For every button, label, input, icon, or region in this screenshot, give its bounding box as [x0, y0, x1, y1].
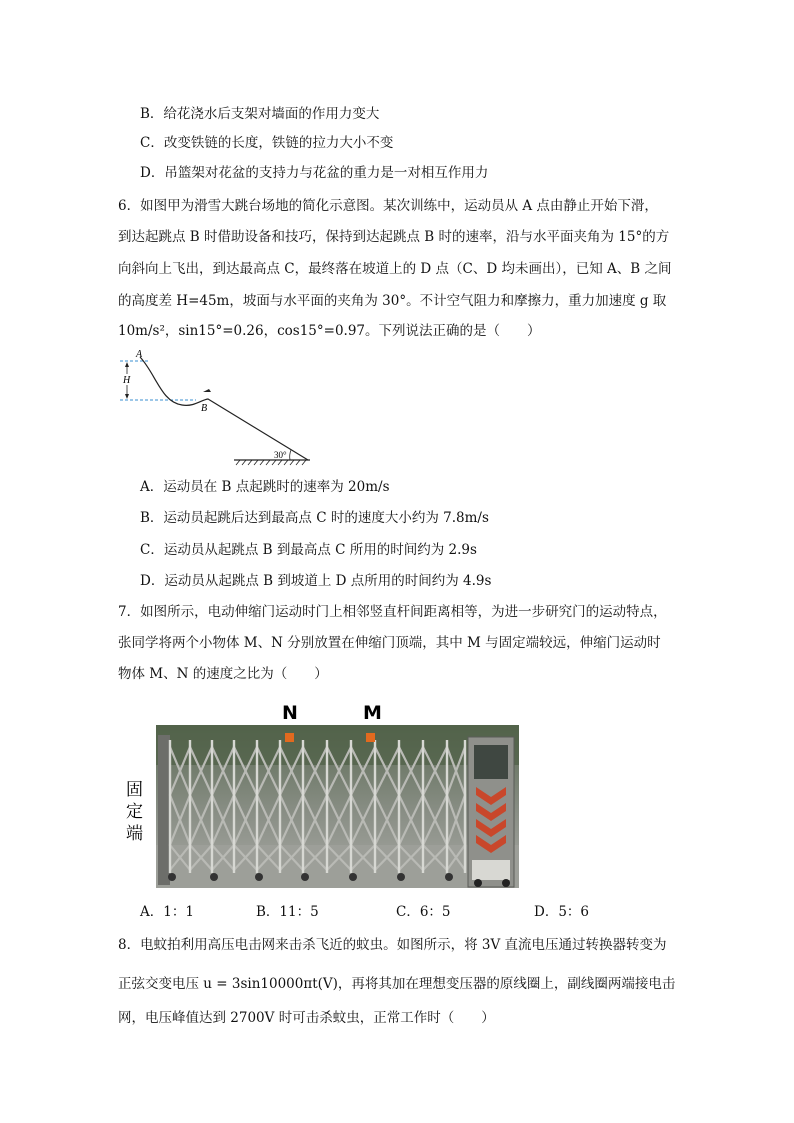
object-n-marker	[285, 733, 294, 742]
q5-option-d: D．吊篮架对花盆的支持力与花盆的重力是一对相互作用力	[140, 165, 489, 181]
q6-option-a: A．运动员在 B 点起跳时的速率为 20m/s	[140, 479, 390, 495]
slope-profile	[140, 357, 308, 460]
q7-option-b: B．11：5	[256, 904, 319, 920]
label-b: B	[201, 403, 208, 414]
label-n: N	[282, 702, 298, 724]
q6-stem-line-1: 6．如图甲为滑雪大跳台场地的简化示意图。某次训练中，运动员从 A 点由静止开始下滑，	[118, 198, 658, 214]
skier-icon	[203, 389, 211, 392]
q7-option-a: A．1：1	[140, 904, 194, 920]
fixed-end-char-3: 端	[126, 824, 143, 844]
q6-stem-line-2: 到达起跳点 B 时借助设备和技巧，保持到达起跳点 B 时的速率，沿与水平面夹角为 15°的方	[118, 229, 670, 245]
q5-option-c: C．改变铁链的长度，铁链的拉力大小不变	[140, 135, 394, 151]
q6-stem-line-4: 的高度差 H=45m，坡面与水平面的夹角为 30°。不计空气阻力和摩擦力，重力加速度 g 取	[118, 293, 667, 309]
q8-stem-line-1: 8．电蚊拍利用高压电击网来击杀飞近的蚊虫。如图所示，将 3V 直流电压通过转换器转变为	[118, 937, 667, 953]
q6-stem-line-3: 向斜向上飞出，到达最高点 C，最终落在坡道上的 D 点（C、D 均未画出），已知 A、B 之间	[118, 261, 672, 277]
fixed-end-char-1: 固	[126, 780, 143, 800]
label-angle: 30°	[274, 450, 287, 460]
ski-jump-diagram	[116, 344, 316, 469]
q6-option-b: B．运动员起跳后达到最高点 C 时的速度大小约为 7.8m/s	[140, 510, 489, 526]
q6-option-c: C．运动员从起跳点 B 到最高点 C 所用的时间约为 2.9s	[140, 542, 477, 558]
q7-stem-line-2: 张同学将两个小物体 M、N 分别放置在伸缩门顶端，其中 M 与固定端较远，伸缩门运动时	[118, 635, 661, 651]
q7-stem-line-3: 物体 M、N 的速度之比为（ ）	[118, 666, 328, 682]
object-m-marker	[366, 733, 375, 742]
q8-stem-line-3: 网，电压峰值达到 2700V 时可击杀蚊虫，正常工作时（ ）	[118, 1010, 495, 1026]
q6-option-d: D．运动员从起跳点 B 到坡道上 D 点所用的时间约为 4.9s	[140, 573, 492, 589]
q7-stem-line-1: 7．如图所示，电动伸缩门运动时门上相邻竖直杆间距离相等，为进一步研究门的运动特点，	[118, 604, 667, 620]
q6-stem-line-5: 10m/s²，sin15°=0.26，cos15°=0.97。下列说法正确的是（ ）	[118, 323, 541, 339]
fixed-end-char-2: 定	[126, 802, 143, 822]
q5-option-b: B．给花浇水后支架对墙面的作用力变大	[140, 106, 380, 122]
q7-option-c: C．6：5	[396, 904, 451, 920]
q7-option-d: D．5：6	[534, 904, 590, 920]
ground-hatch	[236, 460, 306, 465]
retractable-gate-photo	[120, 695, 524, 891]
label-m: M	[363, 702, 382, 724]
label-h: H	[123, 375, 131, 386]
q8-stem-line-2: 正弦交变电压 u = 3sin10000πt(V)，再将其加在理想变压器的原线圈上，副线圈两端接电击	[118, 976, 676, 992]
label-a: A	[136, 349, 143, 360]
